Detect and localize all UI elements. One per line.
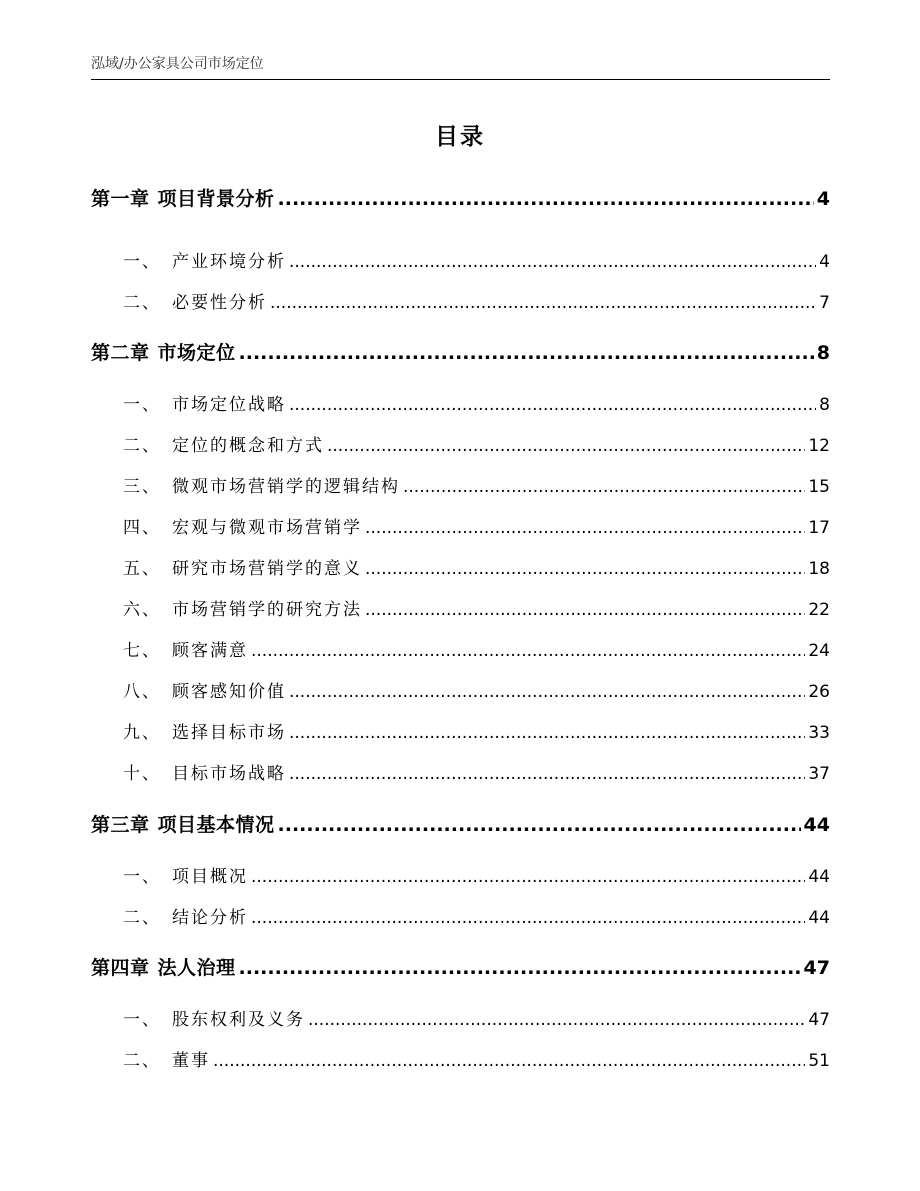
toc-entry-label: 微观市场营销学的逻辑结构 (172, 477, 400, 497)
toc-entry-number: 四、 (123, 518, 161, 538)
toc-entry-label: 目标市场战略 (172, 764, 286, 784)
toc-entry-number: 一、 (123, 1010, 161, 1030)
toc-leader-dots (239, 342, 814, 364)
toc-leader-dots (308, 1010, 805, 1030)
toc-leader-dots (403, 477, 805, 497)
toc-leader-dots (278, 814, 801, 836)
toc-chapter-1[interactable] (91, 184, 830, 211)
toc-entry-label: 董事 (172, 1051, 210, 1071)
toc-entry-label: 市场定位战略 (172, 395, 286, 415)
toc-entry-page: 4 (819, 252, 830, 272)
toc-chapter-4[interactable] (91, 953, 830, 980)
toc-leader-dots (289, 764, 805, 784)
toc-entry-label: 顾客满意 (172, 641, 248, 661)
toc-entry-number: 第四章 (91, 957, 150, 979)
toc-entry-page: 22 (808, 600, 830, 620)
toc-entry-page: 44 (808, 908, 830, 928)
page-header: 泓域/办公家具公司市场定位 (91, 56, 264, 72)
toc-title: 目录 (435, 124, 485, 150)
toc-section-2-8[interactable] (123, 677, 830, 702)
toc-entry-number: 二、 (123, 293, 161, 313)
toc-entry-label: 法人治理 (157, 957, 236, 979)
toc-entry-page: 24 (808, 641, 830, 661)
toc-entry-page: 26 (808, 682, 830, 702)
toc-entry-label: 顾客感知价值 (172, 682, 286, 702)
toc-entry-number: 第一章 (91, 188, 150, 210)
toc-section-2-4[interactable] (123, 513, 830, 538)
toc-entry-label: 选择目标市场 (172, 723, 286, 743)
toc-section-2-5[interactable] (123, 554, 830, 579)
toc-entry-number: 二、 (123, 1051, 161, 1071)
toc-entry-label: 必要性分析 (172, 293, 267, 313)
toc-entry-page: 44 (803, 814, 830, 836)
toc-section-1-1[interactable] (123, 247, 830, 272)
toc-entry-page: 8 (819, 395, 830, 415)
toc-leader-dots (289, 252, 816, 272)
toc-entry-page: 44 (808, 867, 830, 887)
toc-section-2-6[interactable] (123, 595, 830, 620)
toc-leader-dots (270, 293, 816, 313)
toc-entry-number: 二、 (123, 908, 161, 928)
toc-entry-label: 股东权利及义务 (172, 1010, 305, 1030)
toc-entry-page: 47 (803, 957, 830, 979)
toc-entry-label: 产业环境分析 (172, 252, 286, 272)
toc-entry-page: 15 (808, 477, 830, 497)
toc-entry-page: 12 (808, 436, 830, 456)
toc-leader-dots (365, 559, 805, 579)
toc-entry-page: 37 (808, 764, 830, 784)
toc-section-2-7[interactable] (123, 636, 830, 661)
toc-entry-label: 研究市场营销学的意义 (172, 559, 362, 579)
toc-leader-dots (239, 957, 801, 979)
toc-section-4-2[interactable] (123, 1046, 830, 1071)
toc-entry-number: 九、 (123, 723, 161, 743)
toc-leader-dots (251, 908, 805, 928)
toc-entry-page: 47 (808, 1010, 830, 1030)
toc-chapter-3[interactable] (91, 810, 830, 837)
toc-entry-number: 十、 (123, 764, 161, 784)
toc-leader-dots (365, 600, 805, 620)
toc-entry-label: 项目概况 (172, 867, 248, 887)
toc-section-2-2[interactable] (123, 431, 830, 456)
toc-section-1-2[interactable] (123, 288, 830, 313)
toc-entry-number: 第三章 (91, 814, 150, 836)
toc-entry-number: 一、 (123, 252, 161, 272)
toc-section-2-1[interactable] (123, 390, 830, 415)
toc-entry-number: 八、 (123, 682, 161, 702)
toc-entry-number: 五、 (123, 559, 161, 579)
header-divider (91, 79, 830, 80)
toc-leader-dots (289, 682, 805, 702)
toc-leader-dots (213, 1051, 805, 1071)
toc-entry-number: 二、 (123, 436, 161, 456)
toc-section-2-9[interactable] (123, 718, 830, 743)
toc-section-4-1[interactable] (123, 1005, 830, 1030)
toc-entry-number: 第二章 (91, 342, 150, 364)
toc-section-2-3[interactable] (123, 472, 830, 497)
toc-entry-page: 18 (808, 559, 830, 579)
toc-entry-number: 三、 (123, 477, 161, 497)
toc-entry-number: 六、 (123, 600, 161, 620)
toc-entry-page: 33 (808, 723, 830, 743)
toc-leader-dots (365, 518, 805, 538)
toc-section-2-10[interactable] (123, 759, 830, 784)
toc-entry-page: 8 (816, 342, 830, 364)
toc-entry-label: 定位的概念和方式 (172, 436, 324, 456)
toc-entry-number: 一、 (123, 867, 161, 887)
toc-entry-label: 项目基本情况 (157, 814, 275, 836)
toc-leader-dots (251, 641, 805, 661)
toc-entry-page: 4 (816, 188, 830, 210)
toc-entry-page: 51 (808, 1051, 830, 1071)
toc-entry-page: 17 (808, 518, 830, 538)
toc-entry-label: 市场定位 (157, 342, 236, 364)
toc-entry-number: 一、 (123, 395, 161, 415)
toc-leader-dots (289, 723, 805, 743)
toc-leader-dots (251, 867, 805, 887)
toc-section-3-2[interactable] (123, 903, 830, 928)
toc-entry-label: 宏观与微观市场营销学 (172, 518, 362, 538)
toc-leader-dots (278, 188, 814, 210)
toc-entry-label: 市场营销学的研究方法 (172, 600, 362, 620)
toc-entry-number: 七、 (123, 641, 161, 661)
toc-chapter-2[interactable] (91, 338, 830, 365)
toc-entry-label: 项目背景分析 (157, 188, 275, 210)
toc-entry-page: 7 (819, 293, 830, 313)
toc-leader-dots (327, 436, 805, 456)
toc-leader-dots (289, 395, 816, 415)
toc-section-3-1[interactable] (123, 862, 830, 887)
toc-entry-label: 结论分析 (172, 908, 248, 928)
